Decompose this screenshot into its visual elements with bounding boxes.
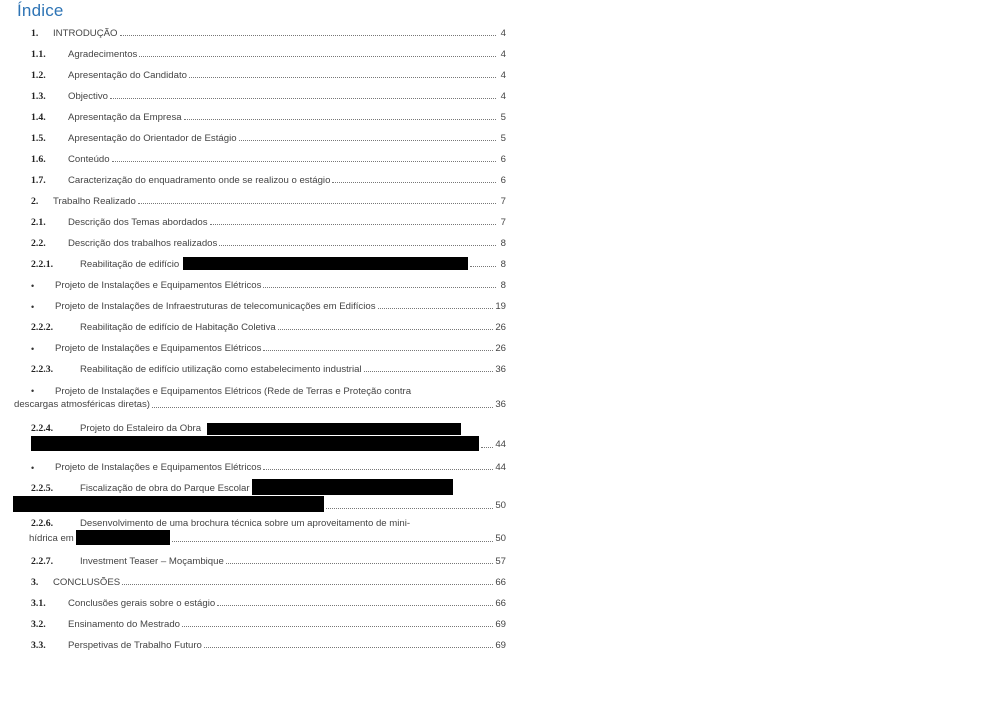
toc-entry-page: 50: [495, 533, 506, 544]
bullet-icon: •: [31, 386, 35, 396]
toc-entry-number: 1.6.: [31, 154, 46, 165]
toc-entry-page: 5: [500, 133, 506, 144]
toc-leader-dots: [219, 244, 496, 246]
toc-entry[interactable]: [31, 45, 506, 60]
toc-leader-dots: [172, 540, 494, 542]
toc-entry-page: 26: [495, 343, 506, 354]
toc-entry-page: 66: [495, 598, 506, 609]
toc-leader-dots: [326, 507, 493, 509]
toc-leader-dots: [204, 646, 493, 648]
toc-entry-number: 1.: [31, 28, 39, 39]
toc-leader-dots: [263, 468, 493, 470]
toc-entry-label: Apresentação do Orientador de Estágio: [68, 133, 237, 144]
toc-entry-label: Reabilitação de edifício de Habitação Coletiva: [80, 322, 276, 333]
toc-leader-dots: [139, 55, 496, 57]
toc-leader-dots: [189, 76, 496, 78]
toc-leader-dots: [481, 446, 493, 448]
toc-entry-number: 2.2.4.: [31, 423, 54, 434]
redaction-block: [31, 436, 479, 451]
toc-entry-label-continued: descargas atmosféricas diretas): [14, 399, 150, 410]
toc-leader-dots: [263, 349, 493, 351]
toc-entry[interactable]: [31, 339, 506, 354]
toc-leader-dots: [263, 286, 496, 288]
toc-entry-label: Apresentação da Empresa: [68, 112, 182, 123]
toc-leader-dots: [210, 223, 496, 225]
toc-entry-number: 1.3.: [31, 91, 46, 102]
toc-entry-page: 66: [495, 577, 506, 588]
toc-entry-page: 4: [500, 70, 506, 81]
toc-leader-dots: [378, 307, 494, 309]
toc-entry-label: Projeto de Instalações e Equipamentos Elétricos (Rede de Terras e Proteção contra: [55, 386, 412, 397]
toc-entry[interactable]: [31, 297, 506, 312]
toc-entry[interactable]: [31, 573, 506, 588]
toc-entry-label: Reabilitação de edifício utilização como estabelecimento industrial: [80, 364, 362, 375]
toc-entry-number: 2.2.7.: [31, 556, 54, 567]
toc-entry-page: 4: [500, 28, 506, 39]
toc-entry-page: 44: [495, 439, 506, 450]
toc-entry-page: 5: [500, 112, 506, 123]
toc-entry[interactable]: [14, 385, 506, 411]
toc-entry[interactable]: [31, 87, 506, 102]
toc-entry-label: Apresentação do Candidato: [68, 70, 187, 81]
toc-entry[interactable]: [31, 24, 506, 39]
toc-leader-dots: [239, 139, 496, 141]
toc-entry-label: CONCLUSÕES: [53, 577, 121, 588]
toc-entry[interactable]: [31, 150, 506, 165]
toc-leader-dots: [226, 562, 494, 564]
toc-entry-label: Projeto de Instalações de Infraestruturas de telecomunicações em Edifícios: [55, 301, 376, 312]
toc-entry[interactable]: [31, 517, 506, 545]
toc-entry-number: 1.5.: [31, 133, 46, 144]
toc-entry-page: 36: [495, 399, 506, 410]
toc-entry-page: 7: [500, 217, 506, 228]
index-title: Índice: [17, 1, 64, 20]
toc-entry-label: Conteúdo: [68, 154, 110, 165]
toc-entry-number: 3.2.: [31, 619, 46, 630]
redaction-block: [13, 496, 324, 512]
toc-entry-number: 2.2.5.: [31, 483, 54, 494]
toc-leader-dots: [332, 181, 496, 183]
toc-entry-number: 3.1.: [31, 598, 46, 609]
toc-entry[interactable]: [31, 66, 506, 81]
toc-entry[interactable]: [31, 108, 506, 123]
toc-leader-dots: [138, 202, 496, 204]
toc-leader-dots: [110, 97, 496, 99]
toc-entry[interactable]: [31, 255, 506, 270]
toc-entry-label-continued: hídrica em: [29, 533, 74, 544]
toc-entry-page: 6: [500, 175, 506, 186]
toc-entry-page: 69: [495, 619, 506, 630]
toc-entry-page: 6: [500, 154, 506, 165]
toc-entry-number: 2.2.1.: [31, 259, 54, 270]
toc-entry-number: 2.2.6.: [31, 518, 54, 529]
bullet-icon: •: [31, 302, 35, 312]
toc-entry[interactable]: [31, 234, 506, 249]
toc-entry-label: Caracterização do enquadramento onde se realizou o estágio: [68, 175, 331, 186]
toc-entry-label: Perspetivas de Trabalho Futuro: [68, 640, 202, 651]
toc-entry-label: Agradecimentos: [68, 49, 138, 60]
toc-entry-page: 7: [500, 196, 506, 207]
toc-entry[interactable]: [31, 276, 506, 291]
redaction-block: [183, 257, 468, 270]
redaction-block: [207, 423, 461, 435]
toc-entry[interactable]: [31, 318, 506, 333]
toc-leader-dots: [470, 265, 496, 267]
toc-leader-dots: [122, 583, 493, 585]
toc-entry-label: Fiscalização de obra do Parque Escolar: [80, 483, 250, 494]
toc-entry-label: Desenvolvimento de uma brochura técnica sobre um aproveitamento de mini-: [80, 518, 411, 529]
toc-entry-page: 50: [495, 500, 506, 511]
toc-entry-number: 3.3.: [31, 640, 46, 651]
toc-entry-label: INTRODUÇÃO: [53, 28, 118, 39]
toc-entry-number: 1.1.: [31, 49, 46, 60]
toc-entry[interactable]: [31, 171, 506, 186]
toc-entry-label: Descrição dos Temas abordados: [68, 217, 208, 228]
toc-entry-number: 1.4.: [31, 112, 46, 123]
toc-leader-dots: [120, 34, 497, 36]
toc-entry-page: 19: [495, 301, 506, 312]
toc-entry[interactable]: [31, 636, 506, 651]
toc-entry[interactable]: [31, 594, 506, 609]
toc-entry-label: Projeto do Estaleiro da Obra: [80, 423, 202, 434]
toc-entry-label: Reabilitação de edifício: [80, 259, 180, 270]
toc-leader-dots: [182, 625, 493, 627]
toc-entry-page: 4: [500, 91, 506, 102]
toc-entry-page: 69: [495, 640, 506, 651]
toc-entry[interactable]: [31, 421, 506, 451]
toc-entry-label: Ensinamento do Mestrado: [68, 619, 180, 630]
toc-entry[interactable]: [31, 552, 506, 567]
toc-entry-label: Conclusões gerais sobre o estágio: [68, 598, 216, 609]
toc-entry-number: 2.2.2.: [31, 322, 54, 333]
toc-entry-number: 2.: [31, 196, 39, 207]
toc-entry-page: 44: [495, 462, 506, 473]
toc-entry-number: 3.: [31, 577, 39, 588]
toc-entry-page: 26: [495, 322, 506, 333]
redaction-block: [252, 479, 453, 495]
toc-entry-page: 8: [500, 259, 506, 270]
toc-leader-dots: [364, 370, 494, 372]
bullet-icon: •: [31, 463, 35, 473]
bullet-icon: •: [31, 344, 35, 354]
toc-entry-number: 1.7.: [31, 175, 46, 186]
toc-entry-page: 8: [500, 280, 506, 291]
toc-entry[interactable]: [31, 615, 506, 630]
toc-entry-label: Descrição dos trabalhos realizados: [68, 238, 218, 249]
toc-entry-label: Projeto de Instalações e Equipamentos Elétricos: [55, 343, 262, 354]
toc-entry-page: 8: [500, 238, 506, 249]
toc-entry[interactable]: [31, 129, 506, 144]
bullet-icon: •: [31, 281, 35, 291]
toc-entry-page: 4: [500, 49, 506, 60]
toc-entry-number: 2.2.3.: [31, 364, 54, 375]
toc-entry[interactable]: [31, 213, 506, 228]
toc-entry-number: 2.1.: [31, 217, 46, 228]
toc-leader-dots: [184, 118, 496, 120]
redaction-block: [76, 530, 170, 545]
toc-entry[interactable]: [31, 360, 506, 375]
toc-entry-number: 2.2.: [31, 238, 46, 249]
toc-entry[interactable]: [31, 479, 506, 512]
toc-entry-label: Projeto de Instalações e Equipamentos Elétricos: [55, 280, 262, 291]
toc-entry-label: Trabalho Realizado: [53, 196, 136, 207]
toc-entry[interactable]: [31, 458, 506, 473]
toc-entry-label: Investment Teaser – Moçambique: [80, 556, 224, 567]
toc-entry-page: 36: [495, 364, 506, 375]
toc-entry-label: Projeto de Instalações e Equipamentos Elétricos: [55, 462, 262, 473]
toc-leader-dots: [278, 328, 494, 330]
toc-leader-dots: [152, 406, 493, 408]
toc-entry-label: Objectivo: [68, 91, 108, 102]
toc-entry-page: 57: [495, 556, 506, 567]
toc-leader-dots: [217, 604, 493, 606]
toc-entry[interactable]: [31, 192, 506, 207]
toc-leader-dots: [112, 160, 496, 162]
toc-entry-number: 1.2.: [31, 70, 46, 81]
